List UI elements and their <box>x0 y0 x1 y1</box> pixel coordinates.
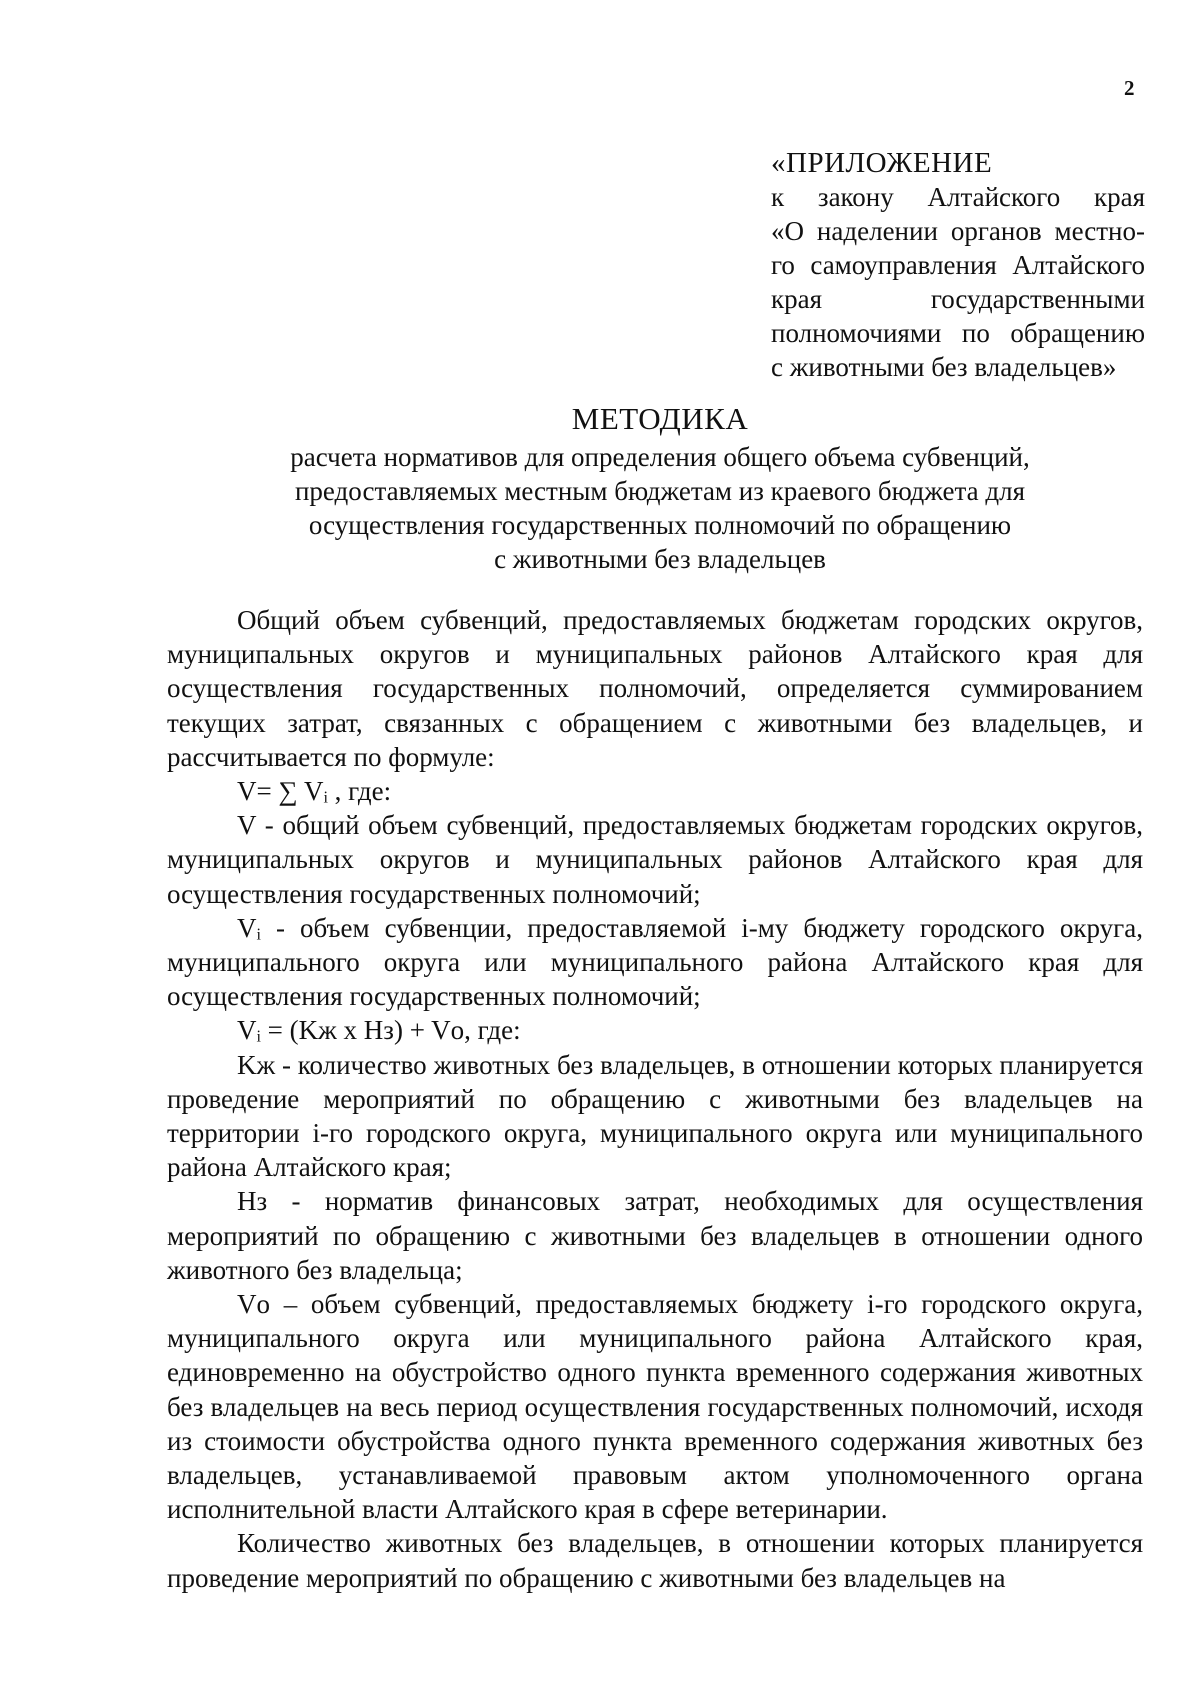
paragraph: Vᵢ - объем субвенции, предоставляемой i-му бюджету городского округа, муниципального округа или муниципального района Алтайского края для осуществления государственных полномочий; <box>167 912 1143 1012</box>
formula-vi: Vᵢ = (Kж x Hз) + Vо, где: <box>237 1015 521 1046</box>
paragraph: Hз - норматив финансовых затрат, необходимых для осуществления мероприятий по обращению с животными без владельцев в отношении одного животного без владельца; <box>167 1186 1143 1285</box>
subtitle-line: расчета нормативов для определения общего объема субвенций, <box>290 442 1030 472</box>
subtitle-line: с животными без владельцев <box>494 544 826 574</box>
appendix-line: с животными без владельцев» <box>771 352 1117 382</box>
paragraph: Kж - количество животных без владельцев, в отношении которых планируется проведение мероприятий по обращению с животными без владельцев на территории i-го городского округа, муниципального округа или муниципального района Алтайского края; <box>167 1049 1143 1183</box>
appendix-line: го самоуправления Алтайского <box>771 250 1145 280</box>
appendix-line: края государственными <box>771 284 1145 314</box>
paragraph: Количество животных без владельцев, в отношении которых планируется проведение мероприятий по обращению с животными без владельцев на <box>167 1528 1143 1593</box>
appendix-caption: «ПРИЛОЖЕНИЕ <box>771 147 993 179</box>
page-number: 2 <box>1124 76 1135 100</box>
appendix-line: полномочиями по обращению <box>771 318 1145 348</box>
document-body <box>167 603 1143 1595</box>
appendix-line: «О наделении органов местно- <box>771 216 1145 246</box>
appendix-header <box>771 146 1145 384</box>
subtitle-line: осуществления государственных полномочий по обращению <box>308 510 1012 540</box>
paragraph: V - общий объем субвенций, предоставляемых бюджетам городских округов, муниципальных округов и муниципальных районов Алтайского края для осуществления государственных полномочий; <box>167 810 1143 909</box>
paragraph: Vо – объем субвенций, предоставляемых бюджету i-го городского округа, муниципального округа или муниципального района Алтайского края, единовременно на обустройство одного пункта временного содержания животных без владельцев на весь период осуществления государственных полномочий, исходя из стоимости обустройства одного пункта временного содержания животных без владельцев, устанавливаемой правовым актом уполномоченного органа исполнительной власти Алтайского края в сфере ветеринарии. <box>167 1289 1143 1525</box>
subtitle-line: предоставляемых местным бюджетам из краевого бюджета для <box>294 476 1025 506</box>
formula-total: V= ∑ Vᵢ , где: <box>237 776 392 807</box>
document-title-block <box>160 402 1160 576</box>
appendix-line: к закону Алтайского края <box>771 182 1145 212</box>
paragraph: Общий объем субвенций, предоставляемых бюджетам городских округов, муниципальных округов и муниципальных районов Алтайского края для осуществления государственных полномочий, определяется суммированием текущих затрат, связанных с обращением с животными без владельцев, и рассчитывается по формуле: <box>167 605 1143 772</box>
document-title: МЕТОДИКА <box>571 401 749 436</box>
